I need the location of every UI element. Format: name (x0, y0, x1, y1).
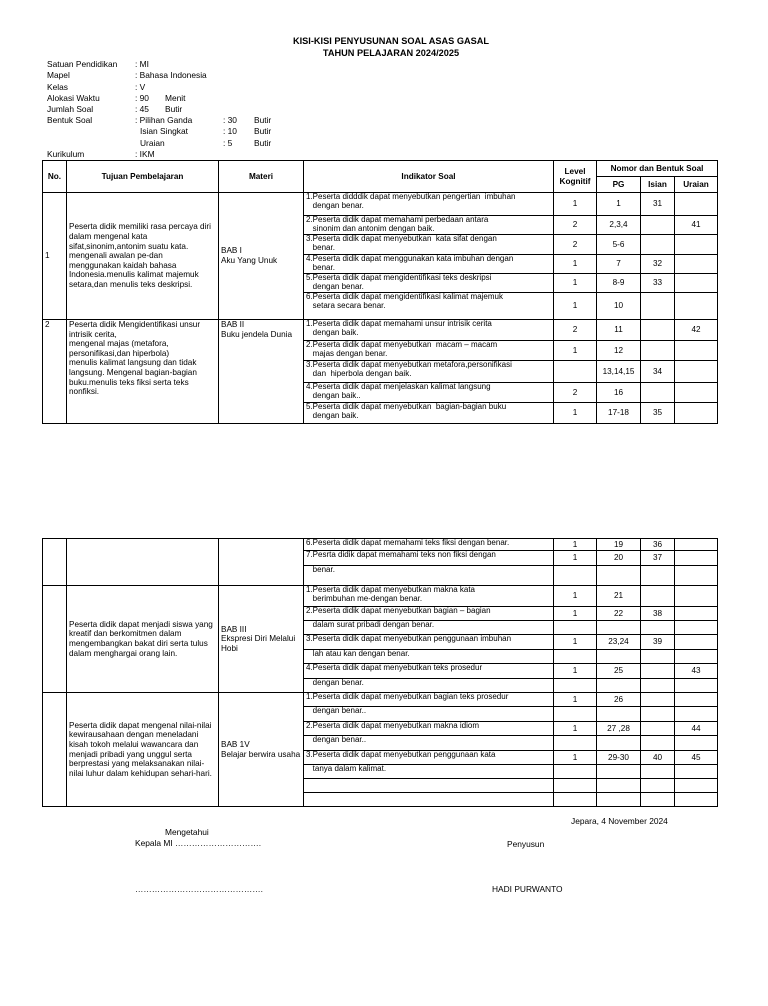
uraian-cell (675, 539, 718, 551)
pg-cell: 27 ,28 (597, 722, 641, 736)
pg-cell: 25 (597, 664, 641, 679)
pg-cell (597, 779, 641, 793)
isian-cell (641, 664, 675, 679)
indikator-cell: 3.Peserta didik dapat menyebutkan metafora,personifikasi dan hiperbola dengan baik. (304, 361, 554, 383)
uraian-cell: 42 (675, 320, 718, 341)
isian-cell: 33 (641, 274, 675, 293)
level-cell: 1 (554, 193, 597, 216)
meta-unit: Butir (254, 138, 272, 148)
no-cell (43, 539, 67, 586)
uraian-cell (675, 693, 718, 707)
indikator-cell: 1.Peserta didik dapat menyebutkan bagian teks prosedur (304, 693, 554, 707)
level-cell: 1 (554, 293, 597, 320)
isian-cell (641, 216, 675, 235)
isian-cell (641, 293, 675, 320)
isian-cell (641, 235, 675, 255)
pg-cell (597, 736, 641, 751)
pg-cell (597, 650, 641, 664)
indikator-cell: 6.Peserta didik dapat memahami teks fiksi dengan benar. (304, 539, 554, 551)
level-cell: 2 (554, 383, 597, 403)
meta-value: : Pilihan Ganda (135, 115, 193, 125)
isian-cell: 38 (641, 607, 675, 621)
level-cell (554, 650, 597, 664)
header-level-line1: Level (564, 166, 586, 176)
level-cell: 2 (554, 235, 597, 255)
level-cell: 1 (554, 539, 597, 551)
uraian-cell (675, 779, 718, 793)
uraian-cell (675, 193, 718, 216)
meta-unit: Butir (254, 115, 272, 125)
level-cell: 1 (554, 551, 597, 566)
indikator-cell: 3.Peserta didik dapat menyebutkan kata sifat dengan benar. (304, 235, 554, 255)
meta-label: Kelas (47, 82, 68, 92)
meta-value: : V (135, 82, 146, 92)
isian-cell (641, 736, 675, 751)
pg-cell: 26 (597, 693, 641, 707)
indikator-cell: benar. (304, 566, 554, 586)
pg-cell (597, 679, 641, 693)
pg-cell: 2,3,4 (597, 216, 641, 235)
uraian-cell (675, 255, 718, 274)
pg-cell: 19 (597, 539, 641, 551)
uraian-cell (675, 621, 718, 635)
uraian-cell: 45 (675, 751, 718, 765)
pg-cell (597, 765, 641, 779)
pg-cell: 7 (597, 255, 641, 274)
level-cell (554, 779, 597, 793)
indikator-cell: 5.Peserta didik dapat mengidentifikasi teks deskripsi dengan benar. (304, 274, 554, 293)
header-uraian: Uraian (675, 177, 718, 193)
level-cell: 1 (554, 586, 597, 607)
uraian-cell (675, 586, 718, 607)
meta-value: : Bahasa Indonesia (135, 70, 207, 80)
meta-label: Mapel (47, 70, 70, 80)
meta-unit: Butir (165, 104, 183, 114)
indikator-cell: 2.Peserta didik dapat menyebutkan makna idiom (304, 722, 554, 736)
level-cell: 1 (554, 635, 597, 650)
uraian-cell: 41 (675, 216, 718, 235)
uraian-cell (675, 235, 718, 255)
meta-value: : 45 (135, 104, 149, 114)
level-cell (554, 736, 597, 751)
indikator-cell: 3.Peserta didik dapat menyebutkan penggunaan kata (304, 751, 554, 765)
header-materi: Materi (219, 161, 304, 193)
level-cell: 1 (554, 751, 597, 765)
indikator-cell: 2.Peserta didik dapat memahami perbedaan antara sinonim dan antonim dengan baik. (304, 216, 554, 235)
header-level-line2: Kognitif (559, 176, 591, 186)
kisi-table-page1 (42, 160, 718, 424)
kepala-signature-line: ………………………………………. (135, 884, 263, 894)
table-row (43, 586, 718, 607)
uraian-cell (675, 566, 718, 586)
indikator-cell: 1.Peserta didik dapat menyebutkan makna kata berimbuhan me-dengan benar. (304, 586, 554, 607)
header-nomor: Nomor dan Bentuk Soal (597, 161, 718, 177)
no-cell: 2 (43, 320, 67, 424)
uraian-cell (675, 551, 718, 566)
indikator-cell: 2.Peserta didik dapat menyebutkan bagian – bagian (304, 607, 554, 621)
meta-label: Bentuk Soal (47, 115, 93, 125)
level-cell: 1 (554, 403, 597, 424)
isian-cell: 39 (641, 635, 675, 650)
meta-label: Satuan Pendidikan (47, 59, 118, 69)
no-cell: 1 (43, 193, 67, 320)
pg-cell: 22 (597, 607, 641, 621)
no-cell (43, 693, 67, 807)
uraian-cell (675, 341, 718, 361)
pg-cell: 1 (597, 193, 641, 216)
pg-cell (597, 793, 641, 807)
indikator-cell: 7.Pesrta didik dapat memahami teks non fiksi dengan (304, 551, 554, 566)
meta-unit: Menit (165, 93, 186, 103)
isian-cell (641, 679, 675, 693)
uraian-cell (675, 650, 718, 664)
isian-cell: 31 (641, 193, 675, 216)
pg-cell: 8-9 (597, 274, 641, 293)
level-cell (554, 621, 597, 635)
indikator-cell: 4.Peserta didik dapat menggunakan kata imbuhan dengan benar. (304, 255, 554, 274)
indikator-cell: 5.Peserta didik dapat menyebutkan bagian-bagian buku dengan baik. (304, 403, 554, 424)
level-cell: 2 (554, 216, 597, 235)
meta-label: Jumlah Soal (47, 104, 94, 114)
table-row (43, 193, 718, 216)
isian-cell (641, 586, 675, 607)
tujuan-cell: Peserta didik dapat mengenal nilai-nilai kewirausahaan dengan meneladani kisah tokoh melalui wawancara dan menjadi pribadi yang unggul serta berprestasi yang melaksanakan nilai-nilai luhur dalam kehidupan sehari-hari. (67, 693, 219, 807)
uraian-cell (675, 635, 718, 650)
pg-cell: 16 (597, 383, 641, 403)
isian-cell: 36 (641, 539, 675, 551)
materi-cell: BAB II Buku jendela Dunia (219, 320, 304, 424)
level-cell (554, 566, 597, 586)
uraian-cell (675, 765, 718, 779)
uraian-cell (675, 361, 718, 383)
header-no: No. (43, 161, 67, 193)
materi-cell: BAB 1V Belajar berwira usaha (219, 693, 304, 807)
indikator-cell: tanya dalam kalimat. (304, 765, 554, 779)
uraian-cell (675, 607, 718, 621)
pg-cell: 5-6 (597, 235, 641, 255)
doc-title: KISI-KISI PENYUSUNAN SOAL ASAS GASAL (292, 36, 490, 46)
meta-value: : 90 (135, 93, 149, 103)
penyusun-label: Penyusun (507, 839, 545, 849)
indikator-cell: dalam surat pribadi dengan benar. (304, 621, 554, 635)
uraian-cell (675, 383, 718, 403)
uraian-cell (675, 679, 718, 693)
indikator-cell: 3.Peserta didik dapat menyebutkan penggunaan imbuhan (304, 635, 554, 650)
level-cell: 1 (554, 722, 597, 736)
indikator-cell: dengan benar.. (304, 707, 554, 722)
uraian-cell (675, 707, 718, 722)
table-row (43, 320, 718, 341)
table-row (43, 693, 718, 707)
meta-value: Isian Singkat (140, 126, 188, 136)
no-cell (43, 586, 67, 693)
isian-cell (641, 793, 675, 807)
mengetahui-label: Mengetahui (165, 827, 209, 837)
place-date: Jepara, 4 November 2024 (571, 816, 668, 826)
pg-cell (597, 707, 641, 722)
level-cell: 1 (554, 341, 597, 361)
uraian-cell (675, 793, 718, 807)
uraian-cell: 43 (675, 664, 718, 679)
indikator-cell: lah atau kan dengan benar. (304, 650, 554, 664)
pg-cell: 21 (597, 586, 641, 607)
tujuan-cell (67, 539, 219, 586)
materi-cell (219, 539, 304, 586)
level-cell: 1 (554, 274, 597, 293)
meta-count: : 30 (223, 115, 237, 125)
level-cell: 1 (554, 664, 597, 679)
level-cell (554, 679, 597, 693)
level-cell (554, 707, 597, 722)
header-pg: PG (597, 177, 641, 193)
meta-value: : MI (135, 59, 149, 69)
isian-cell: 34 (641, 361, 675, 383)
isian-cell (641, 707, 675, 722)
level-cell (554, 765, 597, 779)
isian-cell (641, 722, 675, 736)
indikator-cell: 4.Peserta didik dapat menjelaskan kalimat langsung dengan baik.. (304, 383, 554, 403)
isian-cell: 40 (641, 751, 675, 765)
pg-cell: 12 (597, 341, 641, 361)
uraian-cell (675, 736, 718, 751)
indikator-cell (304, 779, 554, 793)
isian-cell (641, 779, 675, 793)
indikator-cell: dengan benar.. (304, 736, 554, 751)
penyusun-name: HADI PURWANTO (492, 884, 563, 894)
level-cell: 1 (554, 255, 597, 274)
isian-cell (641, 341, 675, 361)
level-cell: 1 (554, 607, 597, 621)
isian-cell (641, 566, 675, 586)
isian-cell (641, 650, 675, 664)
indikator-cell: 1.Peserta didddik dapat menyebutkan pengertian imbuhan dengan benar. (304, 193, 554, 216)
uraian-cell: 44 (675, 722, 718, 736)
indikator-cell (304, 793, 554, 807)
isian-cell (641, 693, 675, 707)
pg-cell: 20 (597, 551, 641, 566)
meta-label: Alokasi Waktu (47, 93, 100, 103)
pg-cell: 17-18 (597, 403, 641, 424)
header-isian: Isian (641, 177, 675, 193)
meta-value: : IKM (135, 149, 155, 159)
header-level (554, 161, 597, 193)
header-tujuan: Tujuan Pembelajaran (67, 161, 219, 193)
table-row (43, 539, 718, 551)
doc-subtitle: TAHUN PELAJARAN 2024/2025 (322, 48, 460, 58)
pg-cell: 23,24 (597, 635, 641, 650)
pg-cell: 13,14,15 (597, 361, 641, 383)
materi-cell: BAB III Ekspresi Diri Melalui Hobi (219, 586, 304, 693)
indikator-cell: 1.Peserta didik dapat memahami unsur intrisik cerita dengan baik. (304, 320, 554, 341)
meta-count: : 10 (223, 126, 237, 136)
meta-count: : 5 (223, 138, 233, 148)
isian-cell: 35 (641, 403, 675, 424)
tujuan-cell: Peserta didik dapat menjadi siswa yang kreatif dan berkomitmen dalam mengembangkan bakat diri serta tulus dalam menghargai orang lain. (67, 586, 219, 693)
pg-cell: 11 (597, 320, 641, 341)
meta-unit: Butir (254, 126, 272, 136)
pg-cell: 29-30 (597, 751, 641, 765)
isian-cell (641, 621, 675, 635)
isian-cell (641, 383, 675, 403)
indikator-cell: 2.Peserta didik dapat menyebutkan macam – macam majas dengan benar. (304, 341, 554, 361)
level-cell: 1 (554, 693, 597, 707)
indikator-cell: dengan benar. (304, 679, 554, 693)
uraian-cell (675, 274, 718, 293)
tujuan-cell: Peserta didik Mengidentifikasi unsur intrisik cerita, mengenal majas (metafora, personifikasi,dan hiperbola) menulis kalimat langsung dan tidak langsung. Mengenal bagian-bagian buku.menulis teks fiksi serta teks nonfiksi. (67, 320, 219, 424)
indikator-cell: 6.Peserta didik dapat mengidentifikasi kalimat majemuk setara secara benar. (304, 293, 554, 320)
kepala-label: Kepala MI …………………………. (135, 838, 262, 848)
tujuan-cell: Peserta didik memiliki rasa percaya diri dalam mengenal kata sifat,sinonim,antonim suatu kata. mengenali awalan pe-dan menggunakan kaidah bahasa Indonesia.menulis kalimat majemuk setara,dan menulis teks deskripsi. (67, 193, 219, 320)
level-cell: 2 (554, 320, 597, 341)
isian-cell (641, 765, 675, 779)
level-cell (554, 793, 597, 807)
indikator-cell: 4.Peserta didik dapat menyebutkan teks prosedur (304, 664, 554, 679)
header-indikator: Indikator Soal (304, 161, 554, 193)
pg-cell (597, 566, 641, 586)
isian-cell (641, 320, 675, 341)
isian-cell: 32 (641, 255, 675, 274)
meta-label: Kurikulum (47, 149, 85, 159)
pg-cell (597, 621, 641, 635)
pg-cell: 10 (597, 293, 641, 320)
level-cell (554, 361, 597, 383)
kisi-table-page2 (42, 538, 718, 807)
meta-value: Uraian (140, 138, 165, 148)
isian-cell: 37 (641, 551, 675, 566)
uraian-cell (675, 293, 718, 320)
uraian-cell (675, 403, 718, 424)
materi-cell: BAB I Aku Yang Unuk (219, 193, 304, 320)
